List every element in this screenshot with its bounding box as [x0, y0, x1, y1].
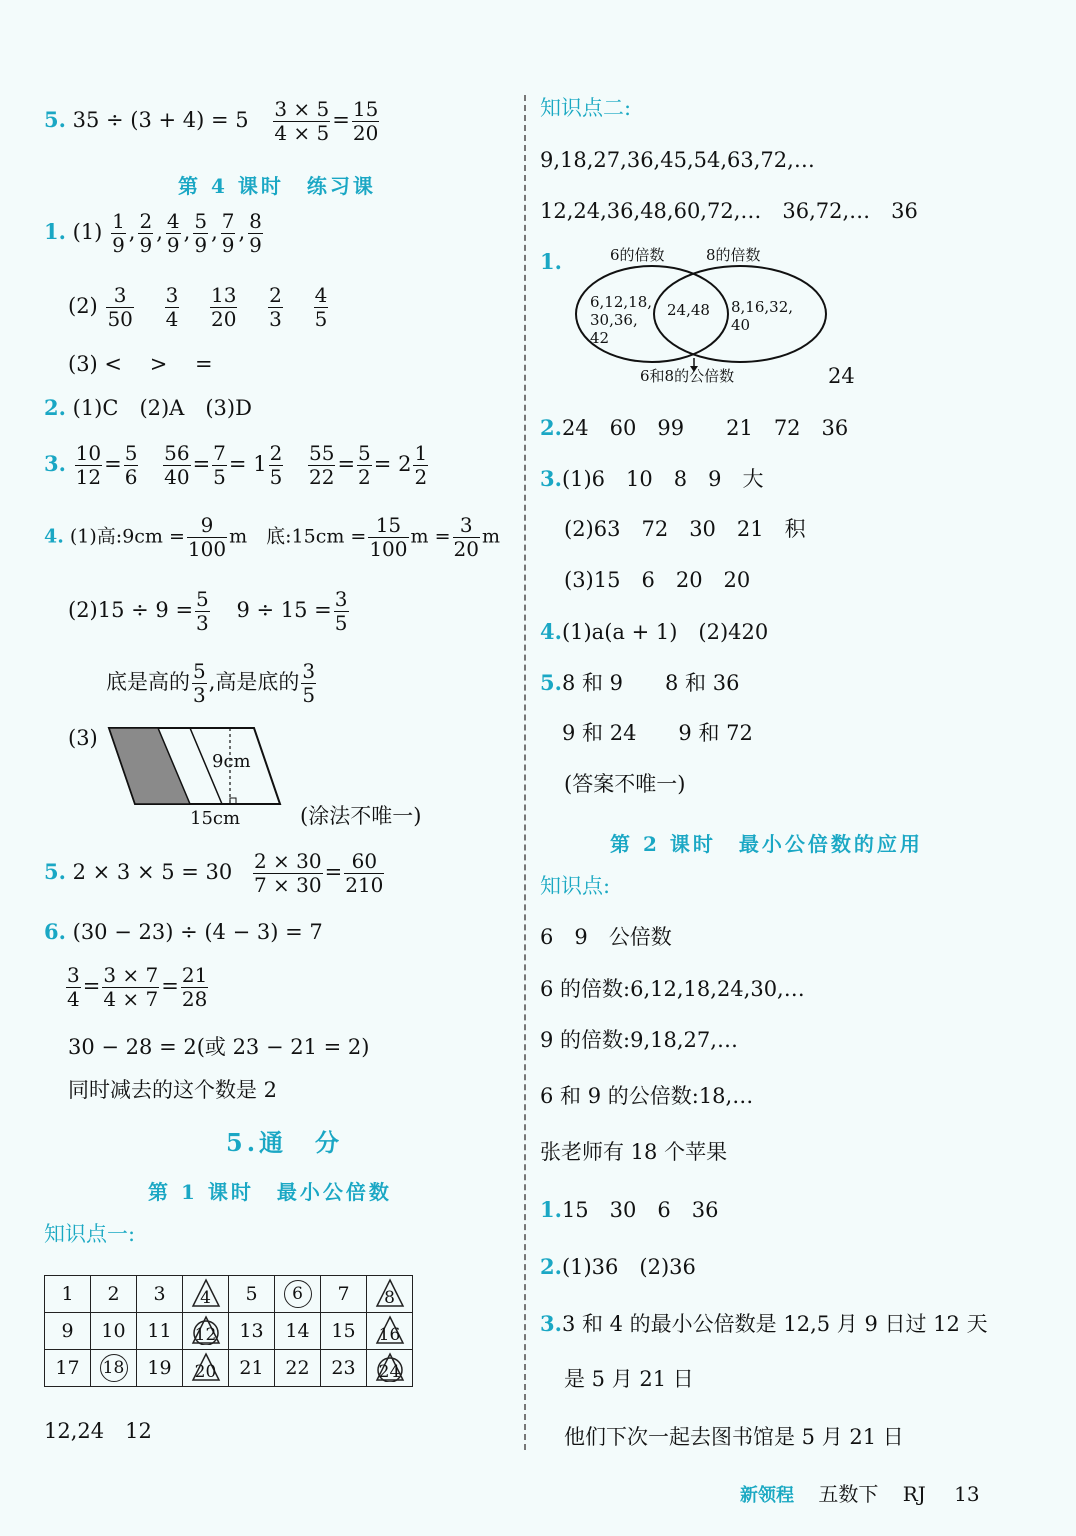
right-q2	[540, 417, 848, 439]
grid-cell	[275, 1276, 321, 1313]
fraction: $\frac{3 \times 7}{4 \times 7}$	[103, 963, 159, 1011]
right-q5-part2: 9 和 24 9 和 72	[562, 721, 753, 745]
equation: 2 × 3 × 5 = 30	[72, 860, 233, 884]
left-q1-part2	[68, 284, 330, 331]
multiples-of-12: 12,24,36,48,60,72,… 36,72,… 36	[540, 199, 918, 223]
grid-cell: 21	[229, 1350, 275, 1387]
whole: 1	[253, 452, 267, 476]
left-q4-part1	[44, 514, 500, 561]
question-number: 1.	[540, 249, 562, 274]
left-q4-part2-text	[106, 660, 318, 707]
fraction: $\frac{2}{3}$	[269, 283, 282, 331]
text: m =	[410, 525, 451, 548]
grid-cell: 20	[183, 1350, 229, 1387]
grid-cell: 14	[275, 1313, 321, 1350]
grid-cell: 16	[367, 1313, 413, 1350]
question-number: 1.	[540, 1197, 562, 1222]
fraction-list	[104, 283, 330, 331]
fraction: $\frac{56}{40}$	[164, 441, 190, 489]
right-q3-part3: (3)15 6 20 20	[564, 568, 751, 592]
column-divider	[524, 95, 526, 1450]
grid-cell: 11	[137, 1313, 183, 1350]
text: 底是高的	[106, 670, 190, 694]
grid-row	[45, 1350, 413, 1387]
kp-line-2: 6 的倍数:6,12,18,24,30,…	[540, 977, 805, 1001]
book-title: 五数下	[818, 1482, 879, 1506]
kp-line-5: 张老师有 18 个苹果	[540, 1140, 728, 1164]
number-grid	[44, 1275, 413, 1387]
venn-left-title: 6的倍数	[610, 246, 665, 264]
question-number: 2.	[44, 395, 66, 420]
left-q5: 5. 2 × 3 × 5 = 30 $\frac{2 \times 30}{7 \times 30}$ = $\frac{60}{210}$	[44, 849, 384, 897]
kp-line-3: 9 的倍数:9,18,27,…	[540, 1028, 738, 1052]
grid-cell: 7	[321, 1276, 367, 1313]
question-number: 2.	[540, 415, 562, 440]
grid-cell: 19	[137, 1350, 183, 1387]
fraction: $\frac{1}{2}$	[414, 441, 428, 489]
question-number: 2.	[540, 1254, 562, 1279]
venn-intersection: 24,48	[667, 301, 710, 319]
fraction: $\frac{3}{50}$	[107, 283, 133, 331]
grid-cell	[91, 1350, 137, 1387]
question-number: 5.	[540, 670, 562, 695]
fraction: $\frac{2}{5}$	[269, 441, 283, 489]
fraction: $\frac{15}{100}$	[369, 513, 408, 561]
fraction: $\frac{3}{4}$	[67, 963, 80, 1011]
fraction: $\frac{3}{5}$	[334, 587, 348, 635]
left-q4-part2	[68, 588, 351, 635]
knowledge-point: 知识点:	[540, 874, 611, 898]
right-q3-part2: (2)63 72 30 21 积	[564, 517, 806, 541]
question-number: 3.	[44, 451, 66, 476]
fraction: $\frac{5}{6}$	[124, 441, 138, 489]
text: m	[481, 525, 500, 548]
multiples-of-9: 9,18,27,36,45,54,63,72,…	[540, 148, 815, 172]
left-q4-part3-label: (3)	[68, 726, 98, 750]
fraction: $\frac{5}{3}$	[193, 659, 206, 707]
fraction: $\frac{8}{9}$	[249, 209, 262, 257]
label: (1)	[72, 220, 103, 244]
right-p3-part2: 是 5 月 21 日	[564, 1367, 694, 1391]
fraction: $\frac{2}{9}$	[139, 209, 153, 257]
left-q1-part3: (3) < > =	[68, 352, 213, 376]
text: (2)15 ÷ 9 =	[68, 598, 194, 622]
text: ,高是底的	[208, 670, 300, 694]
grid-cell: 12	[183, 1313, 229, 1350]
venn-caption: 6和8的公倍数	[640, 367, 735, 385]
fraction-list: $\frac{1}{9}$ , $\frac{2}{9}$ , $\frac{4}{9}$ , $\frac{5}{9}$ , $\frac{7}{9}$ , $\frac{8}{9}$	[112, 209, 262, 257]
fraction: $\frac{5}{2}$	[358, 441, 371, 489]
grid-cell: 24	[367, 1350, 413, 1387]
grid-row	[45, 1276, 413, 1313]
right-q4	[540, 621, 768, 643]
grid-row	[45, 1313, 413, 1350]
right-p1	[540, 1199, 718, 1221]
grid-cell: 22	[275, 1350, 321, 1387]
question-number: 4.	[44, 525, 64, 548]
answer: 15 30 6 36	[561, 1198, 719, 1222]
grid-cell: 17	[45, 1350, 91, 1387]
knowledge-point: 知识点二:	[540, 96, 632, 120]
grid-cell: 13	[229, 1313, 275, 1350]
fraction: $\frac{9}{100}$	[187, 513, 227, 561]
left-q6-part1	[44, 921, 323, 943]
right-q5-part1	[540, 672, 739, 694]
text: (1)高:9cm =	[69, 525, 185, 548]
grid-cell: 9	[45, 1313, 91, 1350]
grid-cell: 1	[45, 1276, 91, 1313]
fraction: $\frac{5}{3}$	[196, 587, 209, 635]
fraction: $\frac{7}{9}$	[221, 209, 235, 257]
grid-cell: 23	[321, 1350, 367, 1387]
question-number: 6.	[44, 919, 66, 944]
grid-cell: 4	[183, 1276, 229, 1313]
left-q6-part2: $\frac{3}{4}$ = $\frac{3 \times 7}{4 \times 7}$ = $\frac{21}{28}$	[67, 963, 208, 1011]
venn-answer: 24	[828, 364, 855, 388]
text: m 底:15cm =	[229, 525, 367, 548]
fraction: $\frac{10}{12}$	[75, 441, 102, 489]
fraction: $\frac{21}{28}$	[181, 963, 208, 1011]
question-number: 5.	[44, 107, 66, 132]
right-p3-part3: 他们下次一起去图书馆是 5 月 21 日	[564, 1425, 904, 1449]
question-number: 3.	[540, 1311, 562, 1336]
whole: 2	[398, 452, 412, 476]
equation: (30 − 23) ÷ (4 − 3) = 7	[72, 920, 323, 944]
left-q3: 3. $\frac{10}{12}$ = $\frac{5}{6}$ $\frac{56}{40}$ = $\frac{7}{5}$ = 1 $\frac{2}{5}$ $\frac{55}{22}$ = $\frac{5}{2}$ = 2 $\frac{1}{2}$	[44, 441, 428, 489]
equation: 35 ÷ (3 + 4) = 5	[72, 108, 249, 132]
kp-line-1: 6 9 公倍数	[540, 925, 672, 949]
grid-cell: 8	[367, 1276, 413, 1313]
fraction: $\frac{3}{20}$	[453, 513, 479, 561]
kp-line-4: 6 和 9 的公倍数:18,…	[540, 1084, 754, 1108]
left-bottom-answer: 12,24 12	[44, 1419, 152, 1443]
fraction: $\frac{13}{20}$	[211, 283, 237, 331]
answer: (1)C (2)A (3)D	[72, 396, 252, 420]
right-q3-part1	[540, 468, 764, 490]
fraction: $\frac{4}{9}$	[166, 209, 180, 257]
venn-right-values: 8,16,32, 40	[731, 298, 794, 334]
fraction: $\frac{1}{9}$	[112, 209, 125, 257]
text: 9 ÷ 15 =	[236, 598, 332, 622]
venn-right-title: 8的倍数	[706, 246, 761, 264]
right-q5-part3: (答案不唯一)	[564, 772, 686, 796]
fraction: $\frac{4}{5}$	[314, 283, 328, 331]
lesson-heading: 第 4 课时 练习课	[178, 174, 376, 198]
left-q1-part1	[44, 210, 265, 257]
grid-cell: 10	[91, 1313, 137, 1350]
knowledge-point: 知识点一:	[44, 1222, 136, 1246]
lesson-heading: 第 1 课时 最小公倍数	[148, 1180, 392, 1204]
answer: (1)a(a + 1) (2)420	[561, 620, 769, 644]
question-number: 4.	[540, 619, 562, 644]
left-q5-line: 5. 35 ÷ (3 + 4) = 5 $\frac{3 \times 5}{4 \times 5}$ = $\frac{15}{20}$	[44, 97, 379, 145]
right-p3-part1	[540, 1313, 988, 1335]
page-number: 13	[954, 1482, 980, 1506]
right-p2	[540, 1256, 696, 1278]
page-footer	[740, 1478, 980, 1507]
answer: (1)6 10 8 9 大	[561, 467, 764, 491]
note: (涂法不唯一)	[300, 804, 422, 828]
circle-mark: 18	[100, 1354, 128, 1382]
base-label: 15cm	[190, 808, 241, 829]
parallelogram-figure	[104, 722, 294, 812]
fraction: $\frac{7}{5}$	[213, 441, 226, 489]
fraction: $\frac{55}{22}$	[308, 441, 335, 489]
answer: 3 和 4 的最小公倍数是 12,5 月 9 日过 12 天	[561, 1312, 988, 1336]
left-q2	[44, 397, 252, 419]
fraction: $\frac{3}{4}$	[165, 283, 179, 331]
label: (2)	[68, 294, 98, 318]
section-title: 5.通 分	[226, 1128, 344, 1157]
left-q6-part3: 30 − 28 = 2(或 23 − 21 = 2)	[68, 1035, 370, 1059]
fraction: $\frac{3}{5}$	[302, 659, 316, 707]
question-number: 3.	[540, 466, 562, 491]
answer: 8 和 9 8 和 36	[561, 671, 740, 695]
height-label: 9cm	[212, 751, 251, 772]
grid-cell: 15	[321, 1313, 367, 1350]
circle-mark: 6	[284, 1280, 312, 1308]
edition: RJ	[902, 1482, 926, 1506]
answer: (1)36 (2)36	[561, 1255, 696, 1279]
grid-cell: 2	[91, 1276, 137, 1313]
fraction: $\frac{3 \times 5}{4 \times 5}$	[274, 97, 330, 145]
venn-left-values: 6,12,18, 30,36, 42	[590, 293, 653, 347]
fraction: $\frac{5}{9}$	[194, 209, 208, 257]
left-q6-part4: 同时减去的这个数是 2	[68, 1078, 278, 1102]
brand: 新领程	[740, 1485, 794, 1506]
grid-cell: 5	[229, 1276, 275, 1313]
fraction: $\frac{60}{210}$	[345, 849, 384, 897]
grid-cell: 3	[137, 1276, 183, 1313]
lesson-heading: 第 2 课时 最小公倍数的应用	[610, 832, 923, 856]
question-number: 5.	[44, 859, 66, 884]
fraction: $\frac{15}{20}$	[352, 97, 379, 145]
answer: 24 60 99 21 72 36	[561, 416, 849, 440]
fraction: $\frac{2 \times 30}{7 \times 30}$	[253, 849, 322, 897]
question-number: 1.	[44, 219, 66, 244]
